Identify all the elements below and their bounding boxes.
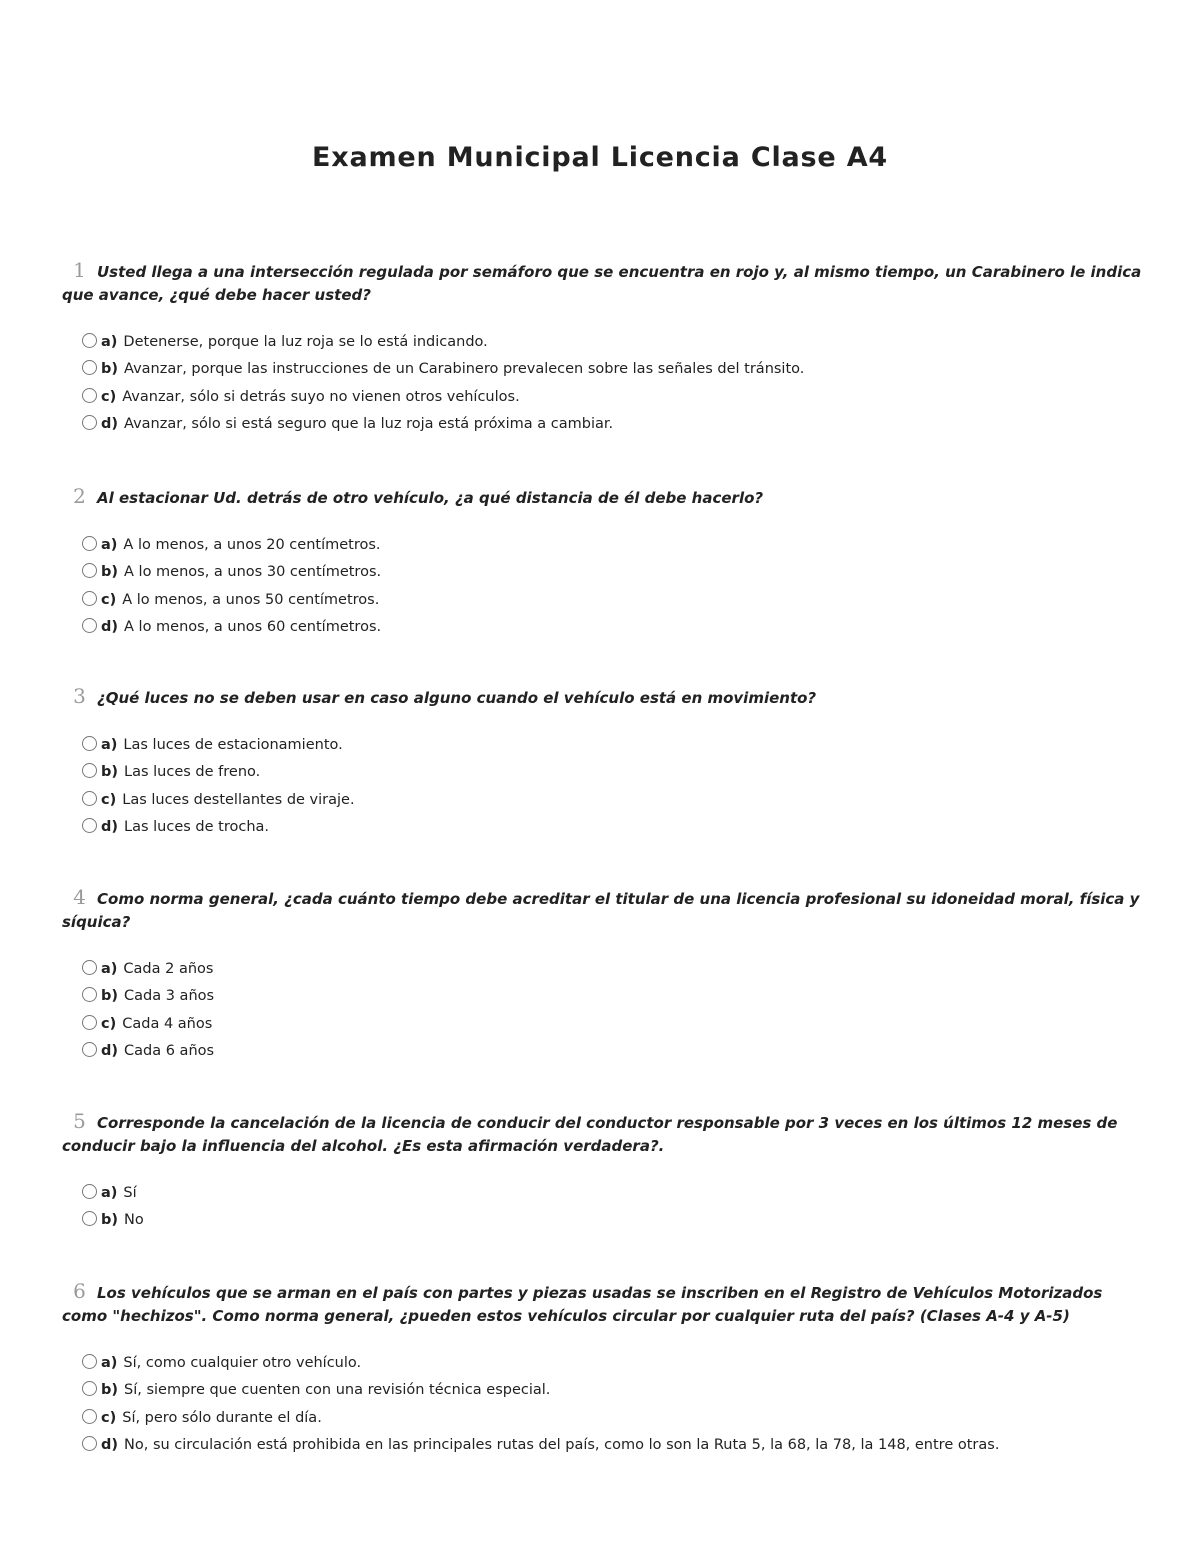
radio-button[interactable] (82, 987, 97, 1002)
option-letter: a) (101, 961, 118, 977)
question-prompt: ¿Qué luces no se deben usar en caso alguno cuando el vehículo está en movimiento? (97, 689, 817, 707)
option-text: Avanzar, porque las instrucciones de un Carabinero prevalecen sobre las señales del tránsito. (124, 361, 805, 378)
option-letter: d) (101, 818, 119, 835)
answer-options (62, 329, 1147, 438)
page-title: Examen Municipal Licencia Clase A4 (311, 142, 888, 173)
option-text: Cada 2 años (123, 961, 214, 977)
radio-button[interactable] (82, 736, 97, 751)
radio-button[interactable] (82, 1042, 97, 1057)
question-prompt: Usted llega a una intersección regulada por semáforo que se encuentra en rojo y, al mismo tiempo, un Carabinero le indica que avance, ¿qué debe hacer usted? (62, 263, 1142, 304)
option-letter: c) (101, 1015, 117, 1032)
radio-button[interactable] (82, 360, 97, 375)
answer-options (62, 532, 1147, 641)
option-letter: c) (101, 388, 117, 405)
answer-options (62, 732, 1147, 841)
question-text (62, 485, 1147, 510)
radio-button[interactable] (82, 563, 97, 578)
answer-option[interactable] (82, 587, 1147, 614)
answer-option[interactable] (82, 1350, 1147, 1377)
option-letter: a) (101, 1185, 118, 1201)
option-text: Las luces destellantes de viraje. (122, 791, 355, 808)
answer-option[interactable] (82, 532, 1147, 559)
question-5 (62, 1110, 1147, 1235)
question-4 (62, 886, 1147, 1065)
answer-option[interactable] (82, 759, 1147, 786)
answer-option[interactable] (82, 1038, 1147, 1065)
option-letter: b) (101, 1212, 119, 1229)
radio-button[interactable] (82, 763, 97, 778)
question-2 (62, 485, 1147, 641)
question-number: 6 (73, 1279, 86, 1303)
answer-option[interactable] (82, 956, 1147, 983)
radio-button[interactable] (82, 591, 97, 606)
option-text: Avanzar, sólo si detrás suyo no vienen otros vehículos. (122, 388, 520, 405)
option-text: No (124, 1212, 144, 1229)
answer-option[interactable] (82, 614, 1147, 641)
option-text: A lo menos, a unos 60 centímetros. (124, 618, 382, 635)
option-letter: c) (101, 591, 117, 608)
question-prompt: Los vehículos que se arman en el país con partes y piezas usadas se inscriben en el Registro de Vehículos Motorizados como "hechizos". Como norma general, ¿pueden estos vehículos circular por cualquier ruta del país? (Clases A-4 y A-5) (62, 1284, 1103, 1325)
option-text: Sí (123, 1185, 137, 1201)
option-letter: b) (101, 361, 119, 378)
question-text (62, 1110, 1147, 1158)
answer-option[interactable] (82, 356, 1147, 383)
radio-button[interactable] (82, 536, 97, 551)
question-text (62, 886, 1147, 934)
radio-button[interactable] (82, 960, 97, 975)
option-letter: d) (101, 415, 119, 432)
answer-option[interactable] (82, 1405, 1147, 1432)
answer-option[interactable] (82, 559, 1147, 586)
answer-option[interactable] (82, 983, 1147, 1010)
radio-button[interactable] (82, 333, 97, 348)
answer-option[interactable] (82, 1377, 1147, 1404)
answer-option[interactable] (82, 384, 1147, 411)
radio-button[interactable] (82, 818, 97, 833)
radio-button[interactable] (82, 1354, 97, 1369)
question-number: 5 (73, 1109, 86, 1133)
question-1 (62, 259, 1147, 438)
answer-option[interactable] (82, 329, 1147, 356)
option-text: Cada 6 años (124, 1042, 215, 1059)
question-text (62, 259, 1147, 307)
answer-option[interactable] (82, 1432, 1147, 1459)
question-number: 2 (73, 484, 86, 508)
option-letter: a) (101, 1355, 118, 1371)
option-text: Avanzar, sólo si está seguro que la luz roja está próxima a cambiar. (124, 415, 614, 432)
option-text: Cada 4 años (122, 1015, 213, 1032)
question-prompt: Como norma general, ¿cada cuánto tiempo debe acreditar el titular de una licencia profesional su idoneidad moral, física y síquica? (62, 890, 1140, 931)
answer-option[interactable] (82, 1207, 1147, 1234)
option-text: Las luces de trocha. (124, 818, 270, 835)
answer-option[interactable] (82, 1180, 1147, 1207)
option-text: No, su circulación está prohibida en las principales rutas del país, como lo son la Ruta 5, la 68, la 78, la 148, entre otras. (124, 1436, 1000, 1453)
question-text (62, 685, 1147, 710)
answer-options (62, 1350, 1147, 1459)
answer-option[interactable] (82, 732, 1147, 759)
question-3 (62, 685, 1147, 841)
radio-button[interactable] (82, 1211, 97, 1226)
question-number: 3 (73, 684, 86, 708)
option-letter: a) (101, 537, 118, 553)
option-text: A lo menos, a unos 20 centímetros. (123, 537, 381, 553)
answer-option[interactable] (82, 787, 1147, 814)
question-prompt: Corresponde la cancelación de la licencia de conducir del conductor responsable por 3 veces en los últimos 12 meses de conducir bajo la influencia del alcohol. ¿Es esta afirmación verdadera?. (62, 1114, 1118, 1155)
option-letter: b) (101, 988, 119, 1005)
option-text: Sí, siempre que cuenten con una revisión técnica especial. (124, 1382, 551, 1399)
radio-button[interactable] (82, 1015, 97, 1030)
option-letter: d) (101, 1436, 119, 1453)
option-letter: b) (101, 564, 119, 581)
option-text: A lo menos, a unos 30 centímetros. (124, 564, 382, 581)
option-letter: c) (101, 791, 117, 808)
option-letter: b) (101, 764, 119, 781)
answer-options (62, 1180, 1147, 1235)
option-letter: a) (101, 737, 118, 753)
option-letter: d) (101, 1042, 119, 1059)
radio-button[interactable] (82, 618, 97, 633)
option-text: Cada 3 años (124, 988, 215, 1005)
answer-option[interactable] (82, 411, 1147, 438)
radio-button[interactable] (82, 1436, 97, 1451)
question-6 (62, 1280, 1147, 1459)
option-text: Sí, pero sólo durante el día. (122, 1409, 322, 1426)
option-text: Las luces de freno. (124, 764, 261, 781)
option-text: Detenerse, porque la luz roja se lo está indicando. (123, 334, 488, 350)
option-letter: d) (101, 618, 119, 635)
question-prompt: Al estacionar Ud. detrás de otro vehículo, ¿a qué distancia de él debe hacerlo? (97, 489, 764, 507)
question-number: 1 (73, 258, 86, 282)
option-text: Las luces de estacionamiento. (123, 737, 343, 753)
answer-options (62, 956, 1147, 1065)
option-letter: c) (101, 1409, 117, 1426)
radio-button[interactable] (82, 415, 97, 430)
radio-button[interactable] (82, 1381, 97, 1396)
question-number: 4 (73, 885, 86, 909)
radio-button[interactable] (82, 1184, 97, 1199)
option-text: A lo menos, a unos 50 centímetros. (122, 591, 380, 608)
answer-option[interactable] (82, 814, 1147, 841)
option-text: Sí, como cualquier otro vehículo. (123, 1355, 362, 1371)
option-letter: a) (101, 334, 118, 350)
radio-button[interactable] (82, 388, 97, 403)
option-letter: b) (101, 1382, 119, 1399)
radio-button[interactable] (82, 1409, 97, 1424)
radio-button[interactable] (82, 791, 97, 806)
answer-option[interactable] (82, 1011, 1147, 1038)
question-text (62, 1280, 1147, 1328)
